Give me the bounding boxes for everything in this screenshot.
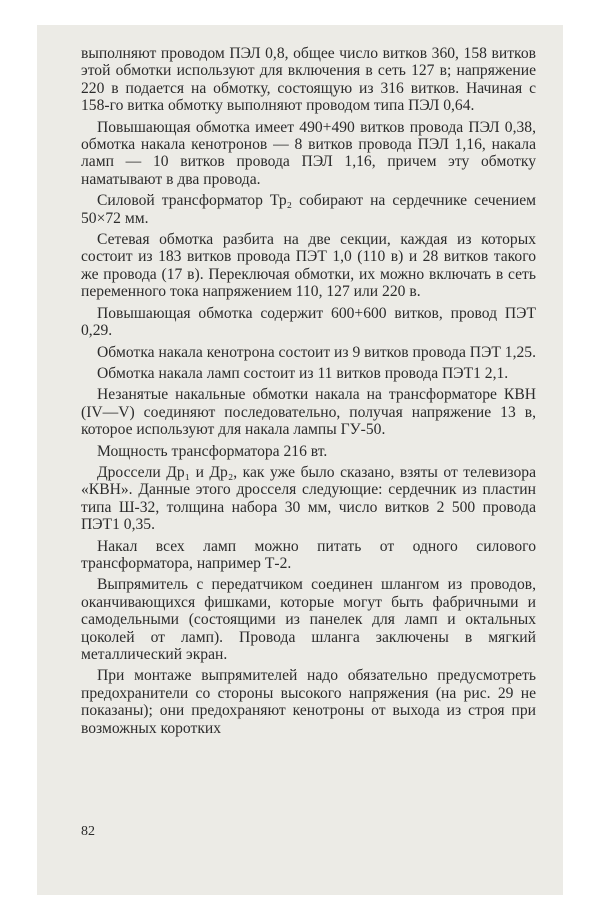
paragraph: При монтаже выпрямителей надо обязательно предусмотреть предохранители со стороны высокого напряжения (на рис. 29 не показаны); они предохраняют кенотроны от выхода из строя при возможных коротких <box>81 667 536 737</box>
paragraph: Дроссели Др₁ и Др₂, как уже было сказано, взяты от телевизора «КВН». Данные этого дросселя следующие: сердечник из пластин типа Ш-32, толщина набора 30 мм, число витков 2 500 провода ПЭТ1 0,35. <box>81 463 536 534</box>
paragraph: Обмотка накала кенотрона состоит из 9 витков провода ПЭТ 1,25. <box>97 343 536 361</box>
book-page <box>37 25 563 895</box>
paragraph: выполняют проводом ПЭЛ 0,8, общее число витков 360, 158 витков этой обмотки используют для включения в сеть 127 в; напряжение 220 в подается на обмотку, состоящую из 316 витков. Начиная с 158-го витка обмотку выполняют проводом типа ПЭЛ 0,64. <box>81 45 536 115</box>
paragraph: Незанятые накальные обмотки накала на трансформаторе КВН (IV—V) соединяют последовательно, получая напряжение 13 в, которое используют для накала лампы ГУ-50. <box>81 386 536 439</box>
paragraph: Обмотка накала ламп состоит из 11 витков провода ПЭТ1 2,1. <box>97 364 509 382</box>
paragraph: Выпрямитель с передатчиком соединен шлангом из проводов, оканчивающихся фишками, которые могут быть фабричными и самодельными (состоящими из панелек для ламп и октальных цоколей от ламп). Провода шланга заключены в мягкий металлический экран. <box>81 576 536 663</box>
body-text <box>81 45 536 741</box>
paragraph: Накал всех ламп можно питать от одного силового трансформатора, например Т-2. <box>81 537 536 572</box>
paragraph: Сетевая обмотка разбита на две секции, каждая из которых состоит из 183 витков провода ПЭТ 1,0 (110 в) и 28 витков такого же провода (17 в). Переключая обмотки, их можно включать в сеть переменного тока напряжением 110, 127 или 220 в. <box>81 231 536 301</box>
paragraph: Силовой трансформатор Тр₂ собирают на сердечнике сечением 50×72 мм. <box>81 192 536 227</box>
paragraph: Повышающая обмотка содержит 600+600 витков, провод ПЭТ 0,29. <box>81 304 536 340</box>
paragraph: Мощность трансформатора 216 вт. <box>97 442 328 460</box>
paragraph: Повышающая обмотка имеет 490+490 витков провода ПЭЛ 0,38, обмотка накала кенотронов — 8 витков провода ПЭЛ 1,16, накала ламп — 10 витков провода ПЭЛ 1,16, причем эту обмотку наматывают в два провода. <box>81 118 536 188</box>
page-number: 82 <box>81 824 95 839</box>
